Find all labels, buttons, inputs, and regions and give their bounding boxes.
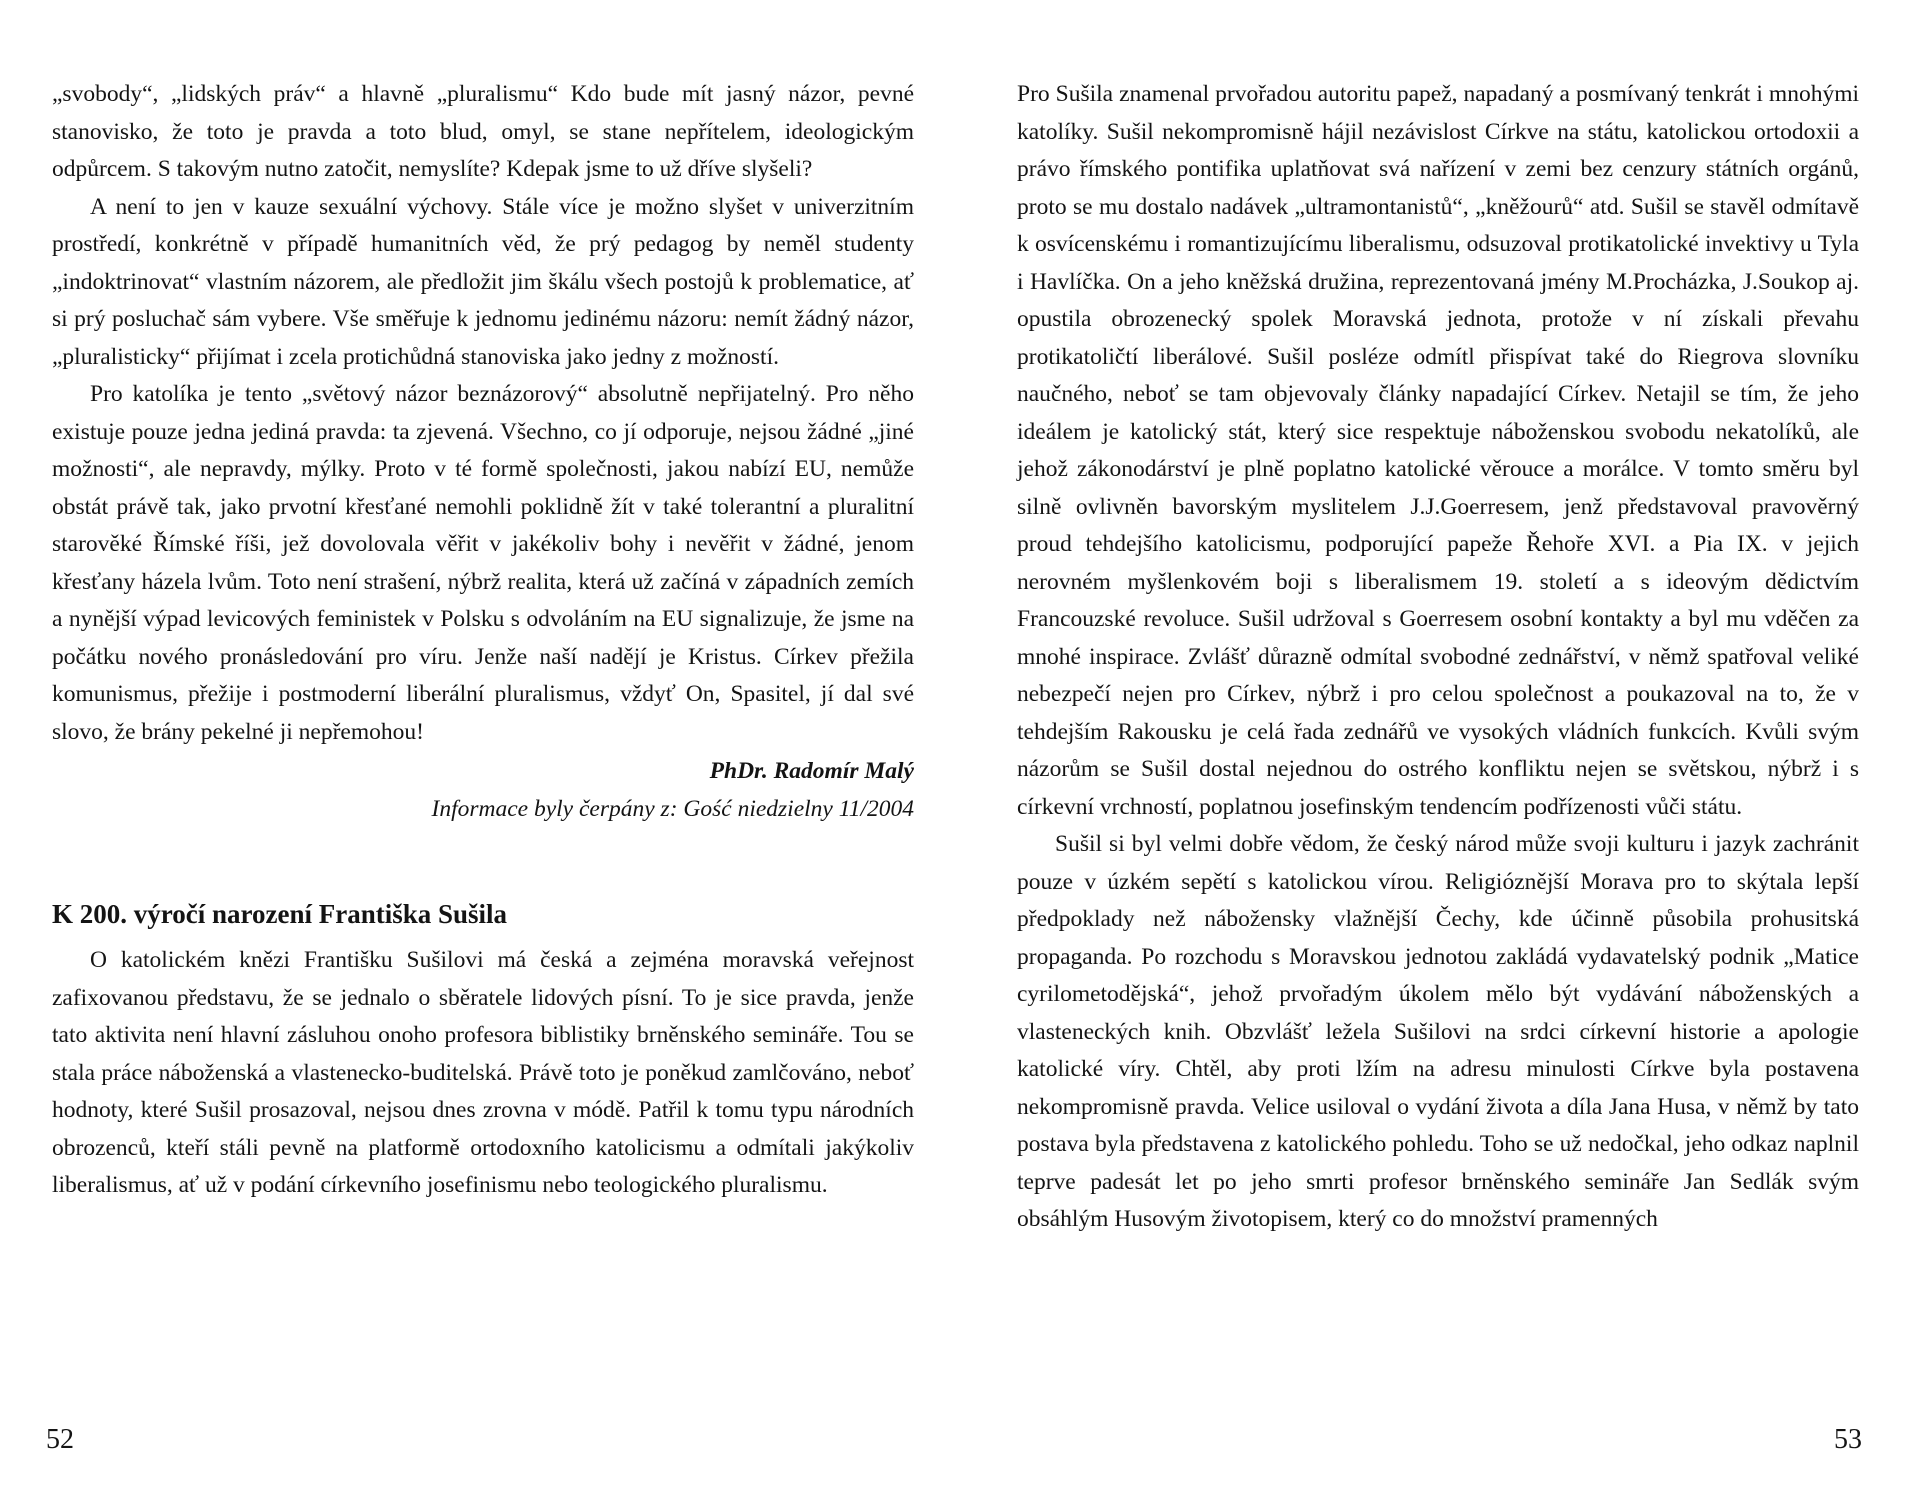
article-heading: K 200. výročí narození Františka Sušila [52, 899, 508, 929]
paragraph: O katolickém knězi Františku Sušilovi má česká a zejména moravská veřejnost zafixovanou představu, že se jednalo o sběratele lidových písní. To je sice pravda, jenže tato aktivita není hlavní zásluhou onoho profesora biblistiky brněnského semináře. Tou se stala práce náboženská a vlastenecko-buditelská. Právě toto je poněkud zamlčováno, neboť hodnoty, které Sušil prosazoval, nejsou dnes zrovna v módě. Patřil k tomu typu národních obrozenců, kteří stáli pevně na platformě ortodoxního katolicismu a odmítali jakýkoliv liberalismus, ať už v podání církevního josefinismu nebo teologického pluralismu. [52, 947, 914, 1198]
right-page [957, 0, 1914, 1500]
left-text-column [52, 76, 914, 1205]
paragraph: Sušil si byl velmi dobře vědom, že český národ může svoji kulturu i jazyk zachránit pouze v úzkém sepětí s katolickou vírou. Religióznější Morava pro to skýtala lepší předpoklady než nábožensky vlažnější Čechy, kde účinně působila prohusitská propaganda. Po rozchodu s Moravskou jednotou zakládá vydavatelský podnik „Matice cyrilometodějská“, jehož prvořadým úkolem mělo být vydávání náboženských a vlasteneckých knih. Obzvlášť ležela Sušilovi na srdci církevní historie a apologie katolické víry. Chtěl, aby proti lžím na adresu minulosti Církve byla postavena nekompromisně pravda. Velice usiloval o vydání života a díla Jana Husa, v němž by tato postava byla představena z katolického pohledu. Toho se už nedočkal, jeho odkaz naplnil teprve padesát let po jeho smrti profesor brněnského semináře Jan Sedlák svým obsáhlým Husovým životopisem, který co do množství pramenných [1017, 831, 1859, 1232]
page-number: 52 [46, 1424, 74, 1455]
paragraph: Pro katolíka je tento „světový názor beznázorový“ absolutně nepřijatelný. Pro něho existuje pouze jedna jediná pravda: ta zjevená. Všechno, co jí odporuje, nejsou žádné „jiné možnosti“, ale nepravdy, mýlky. Proto v té formě společnosti, jakou nabízí EU, nemůže obstát právě tak, jako prvotní křesťané nemohli poklidně žít v také tolerantní a pluralitní starověké Římské říši, jež dovolovala věřit v jakékoliv bohy i nevěřit v žádné, jenom křesťany házela lvům. Toto není strašení, nýbrž realita, která už začíná v západních zemích a nynější výpad levicových feministek v Polsku s odvoláním na EU signalizuje, že jsme na počátku nového pronásledování pro víru. Jenže naší nadějí je Kristus. Církev přežila komunismus, přežije i postmoderní liberální pluralismus, vždyť On, Spasitel, jí dal své slovo, že brány pekelné ji nepřemohou! [52, 381, 914, 745]
paragraph: A není to jen v kauze sexuální výchovy. Stále více je možno slyšet v univerzitním prostředí, konkrétně v případě humanitních věd, že prý pedagog by neměl studenty „indoktrinovat“ vlastním názorem, ale předložit jim škálu všech postojů k problematice, ať si prý posluchač sám vybere. Vše směřuje k jednomu jedinému názoru: nemít žádný názor, „pluralisticky“ přijímat i zcela protichůdná stanoviska jako jedny z možností. [52, 193, 914, 370]
right-text-column [1017, 76, 1859, 1239]
author-signature: PhDr. Radomír Malý [709, 758, 914, 784]
page-number: 53 [1834, 1424, 1862, 1455]
paragraph: „svobody“, „lidských práv“ a hlavně „pluralismu“ Kdo bude mít jasný názor, pevné stanovisko, že toto je pravda a toto blud, omyl, se stane nepřítelem, ideologickým odpůrcem. S takovým nutno zatočit, nemyslíte? Kdepak jsme to už dříve slyšeli? [52, 81, 914, 182]
source-note: Informace byly čerpány z: Gość niedzielny 11/2004 [431, 795, 914, 822]
paragraph: Pro Sušila znamenal prvořadou autoritu papež, napadaný a posmívaný tenkrát i mnohými katolíky. Sušil nekompromisně hájil nezávislost Církve na státu, katolickou ortodoxii a právo římského pontifika uplatňovat svá nařízení v zemi bez cenzury státních orgánů, proto se mu dostalo nadávek „ultramontanistů“, „kněžourů“ atd. Sušil se stavěl odmítavě k osvícenskému i romantizujícímu liberalismu, odsuzoval protikatolické invektivy u Tyla i Havlíčka. On a jeho kněžská družina, reprezentovaná jmény M.Procházka, J.Soukop aj. opustila obrozenecký spolek Moravská jednota, protože v ní získali převahu protikatoličtí liberálové. Sušil posléze odmítl přispívat také do Riegrova slovníku naučného, neboť se tam objevovaly články napadající Církev. Netajil se tím, že jeho ideálem je katolický stát, který sice respektuje náboženskou svobodu nekatolíků, ale jehož zákonodárství je plně poplatno katolické věrouce a morálce. V tomto směru byl silně ovlivněn bavorským myslitelem J.J.Goerresem, jenž představoval pravověrný proud tehdejšího katolicismu, podporující papeže Řehoře XVI. a Pia IX. v jejich nerovném myšlenkovém boji s liberalismem 19. století a s ideovým dědictvím Francouzské revoluce. Sušil udržoval s Goerresem osobní kontakty a byl mu vděčen za mnohé inspirace. Zvlášť důrazně odmítal svobodné zednářství, v němž spatřoval veliké nebezpečí nejen pro Církev, nýbrž i pro celou společnost a poukazoval na to, že v tehdejším Rakousku je celá řada zednářů ve vysokých vládních funkcích. Kvůli svým názorům se Sušil dostal nejednou do ostrého konfliktu nejen se světskou, nýbrž i s církevní vrchností, poplatnou josefinským tendencím podřízenosti vůči státu. [1017, 81, 1859, 820]
